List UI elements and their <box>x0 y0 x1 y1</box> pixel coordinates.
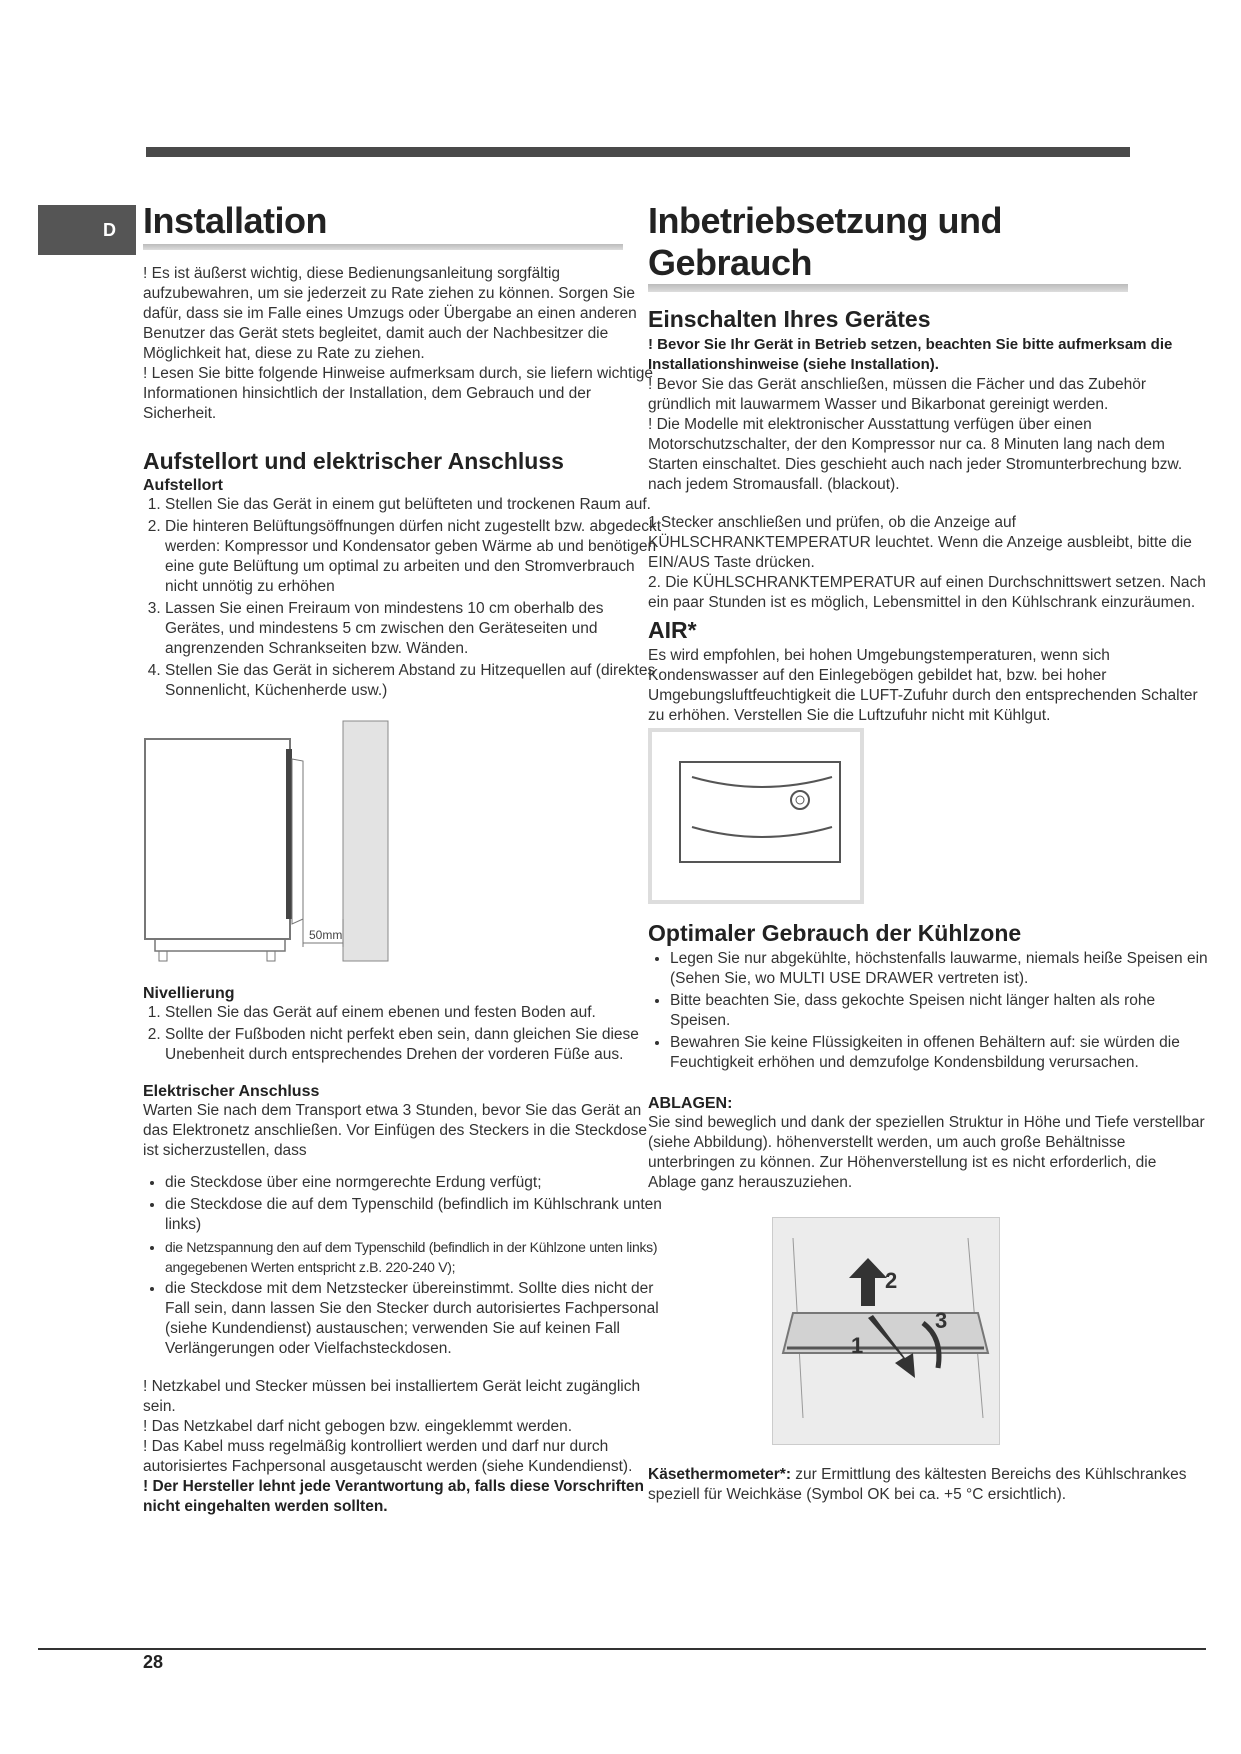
nivellierung-list <box>143 1003 663 1065</box>
title-rule <box>648 284 1128 292</box>
title-rule <box>143 244 623 250</box>
einschalten-p1: ! Bevor Sie das Gerät anschließen, müssen die Fächer und das Zubehör gründlich mit lauwarmem Wasser und Bikarbonat gereinigt werden. <box>648 376 1146 413</box>
list-item: 1. Stellen Sie das Gerät in einem gut belüfteten und trockenen Raum auf. <box>165 495 663 515</box>
clearance-figure <box>143 719 663 979</box>
list-item: 1. Stellen Sie das Gerät auf einem ebenen und festen Boden auf. <box>165 1003 663 1023</box>
list-item: • Bewahren Sie keine Flüssigkeiten in offenen Behältern auf: sie würden die Feuchtigkeit erhöhen und demzufolge Kondensbildung verursachen. <box>670 1033 1208 1073</box>
list-item: • die Steckdose über eine normgerechte Erdung verfügt; <box>165 1173 663 1193</box>
note-4: ! Der Hersteller lehnt jede Verantwortung ab, falls diese Vorschriften nicht eingehalten werden sollten. <box>143 1478 645 1515</box>
list-item: • Bitte beachten Sie, dass gekochte Speisen nicht länger halten als rohe Speisen. <box>670 991 1208 1031</box>
list-item: • die Steckdose die auf dem Typenschild (befindlich im Kühlschrank unten links) <box>165 1195 663 1235</box>
gebrauch-title-line2: Gebrauch <box>648 242 813 283</box>
kaese-title: Käsethermometer*: <box>648 1466 791 1483</box>
note-2: ! Das Netzkabel darf nicht gebogen bzw. eingeklemmt werden. <box>143 1418 573 1435</box>
elektro-list <box>143 1173 663 1359</box>
shelf-step-2: 2 <box>885 1268 898 1293</box>
header-bar <box>146 147 1130 157</box>
aufstellort-list <box>143 495 663 701</box>
step-2: 2. Die KÜHLSCHRANKTEMPERATUR auf einen Durchschnittswert setzen. Nach ein paar Stunden ist es möglich, Lebensmittel in den Kühlschrank einzuräumen. <box>648 574 1206 611</box>
einschalten-p2: ! Die Modelle mit elektronischer Ausstattung verfügen über einen Motorschutzschalter, der den Kompressor nur ca. 8 Minuten lang nach dem Starten einschaltet. Dies geschieht auch nach jeder Stromunterbrechung bzw. nach jedem Stromausfall. (blackout). <box>648 416 1183 493</box>
section-title-aufstellort: Aufstellort und elektrischer Anschluss <box>143 448 564 474</box>
list-item: • die Netzspannung den auf dem Typenschild (befindlich in der Kühlzone unten links) angegebenen Werten entspricht z.B. 220-240 V); <box>165 1237 663 1277</box>
air-control-figure <box>648 728 864 904</box>
section-title-einschalten: Einschalten Ihres Gerätes <box>648 306 931 332</box>
elektro-intro: Warten Sie nach dem Transport etwa 3 Stunden, bevor Sie das Gerät an das Elektronetz anschließen. Vor Einfügen des Steckers in die Steckdose ist sicherzustellen, dass <box>143 1102 648 1159</box>
subheading-aufstellort: Aufstellort <box>143 477 223 494</box>
kuehlzone-list <box>648 949 1208 1073</box>
air-text: Es wird empfohlen, bei hohen Umgebungstemperaturen, wenn sich Kondenswasser auf den Einlegebögen gebildet hat, bzw. bei hoher Umgebungsluftfeuchtigkeit die LUFT-Zufuhr durch den entsprechenden Schalter zu erhöhen. Verstellen Sie die Luftzufuhr nicht mit Kühlgut. <box>648 647 1198 724</box>
section-title-kuehlzone: Optimaler Gebrauch der Kühlzone <box>648 920 1022 946</box>
kaese-paragraph <box>648 1465 1208 1505</box>
intro-paragraph-1: ! Es ist äußerst wichtig, diese Bedienungsanleitung sorgfältig aufzubewahren, um sie jederzeit zu Rate ziehen zu können. Sorgen Sie dafür, dass sie im Falle eines Umzugs oder Übergabe an einen anderen Benutzer das Gerät stets begleitet, damit auch der Nachbesitzer die Möglichkeit hat, diese zu Rate zu ziehen. <box>143 265 637 362</box>
list-item: 2. Die hinteren Belüftungsöffnungen dürfen nicht zugestellt bzw. abgedeckt werden: Kompressor und Kondensator geben Wärme ab und benötigen eine gute Belüftung um optimal zu arbeiten und den Stromverbrauch nicht unnötig zu erhöhen <box>165 517 663 597</box>
list-item: 4. Stellen Sie das Gerät in sicherem Abstand zu Hitzequellen auf (direktes Sonnenlicht, Küchenherde usw.) <box>165 661 663 701</box>
subheading-elektrischer-anschluss: Elektrischer Anschluss <box>143 1083 320 1100</box>
list-item: 3. Lassen Sie einen Freiraum von mindestens 10 cm oberhalb des Gerätes, und mindestens 5 cm zwischen den Geräteseiten und angrenzenden Schrankseiten bzw. Wänden. <box>165 599 663 659</box>
ablagen-title: ABLAGEN: <box>648 1095 733 1112</box>
note-1: ! Netzkabel und Stecker müssen bei installiertem Gerät leicht zugänglich sein. <box>143 1378 641 1415</box>
warning-install: ! Bevor Sie Ihr Gerät in Betrieb setzen, beachten Sie bitte aufmerksam die Installationshinweise (siehe Installation). <box>648 336 1173 373</box>
installation-title: Installation <box>143 200 328 241</box>
footer-rule <box>38 1648 1206 1650</box>
left-column <box>143 200 663 1517</box>
shelf-step-1: 1 <box>851 1333 864 1358</box>
step-1: 1.Stecker anschließen und prüfen, ob die Anzeige auf KÜHLSCHRANKTEMPERATUR leuchtet. Wenn die Anzeige ausbleibt, bitte die EIN/AUS Taste drücken. <box>648 514 1192 571</box>
list-item: 2. Sollte der Fußboden nicht perfekt eben sein, dann gleichen Sie diese Unebenheit durch entsprechendes Drehen der vorderen Füße aus. <box>165 1025 663 1065</box>
intro-paragraph-2: ! Lesen Sie bitte folgende Hinweise aufmerksam durch, sie liefern wichtige Informationen hinsichtlich der Installation, dem Gebrauch und der Sicherheit. <box>143 365 654 422</box>
shelf-figure <box>772 1217 1000 1445</box>
right-column <box>648 200 1208 1505</box>
air-switch-diagram <box>652 732 860 900</box>
note-3: ! Das Kabel muss regelmäßig kontrolliert werden und darf nur durch autorisiertes Fachpersonal ausgetauscht werden (siehe Kundendienst). <box>143 1438 633 1475</box>
clearance-label: 50mm <box>309 928 343 942</box>
ablagen-text: Sie sind beweglich und dank der speziellen Struktur in Höhe und Tiefe verstellbar (siehe Abbildung). höhenverstellt werden, um auch große Behältnisse unterbringen zu können. Zur Höhenverstellung ist es nicht erforderlich, die Ablage ganz herauszuziehen. <box>648 1114 1205 1191</box>
subheading-nivellierung: Nivellierung <box>143 985 235 1002</box>
shelf-adjust-diagram <box>773 1218 999 1444</box>
page-number: 28 <box>143 1652 164 1672</box>
gebrauch-title-line1: Inbetriebsetzung und <box>648 200 1002 241</box>
fridge-wall-diagram <box>143 719 403 969</box>
kaese-text: zur Ermittlung des kältesten Bereichs des Kühlschrankes speziell für Weichkäse (Symbol OK bei ca. +5 °C ersichtlich). <box>648 1466 1187 1503</box>
shelf-step-3: 3 <box>935 1308 948 1333</box>
air-title: AIR* <box>648 617 697 643</box>
list-item: • die Steckdose mit dem Netzstecker übereinstimmt. Sollte dies nicht der Fall sein, dann lassen Sie den Stecker durch autorisiertes Fachpersonal (siehe Kundendienst) austauschen; verwenden Sie auf keinen Fall Verlängerungen oder Vielfachsteckdosen. <box>165 1279 663 1359</box>
language-tab: D <box>38 205 136 255</box>
list-item: • Legen Sie nur abgekühlte, höchstenfalls lauwarme, niemals heiße Speisen ein (Sehen Sie, wo MULTI USE DRAWER vertreten ist). <box>670 949 1208 989</box>
